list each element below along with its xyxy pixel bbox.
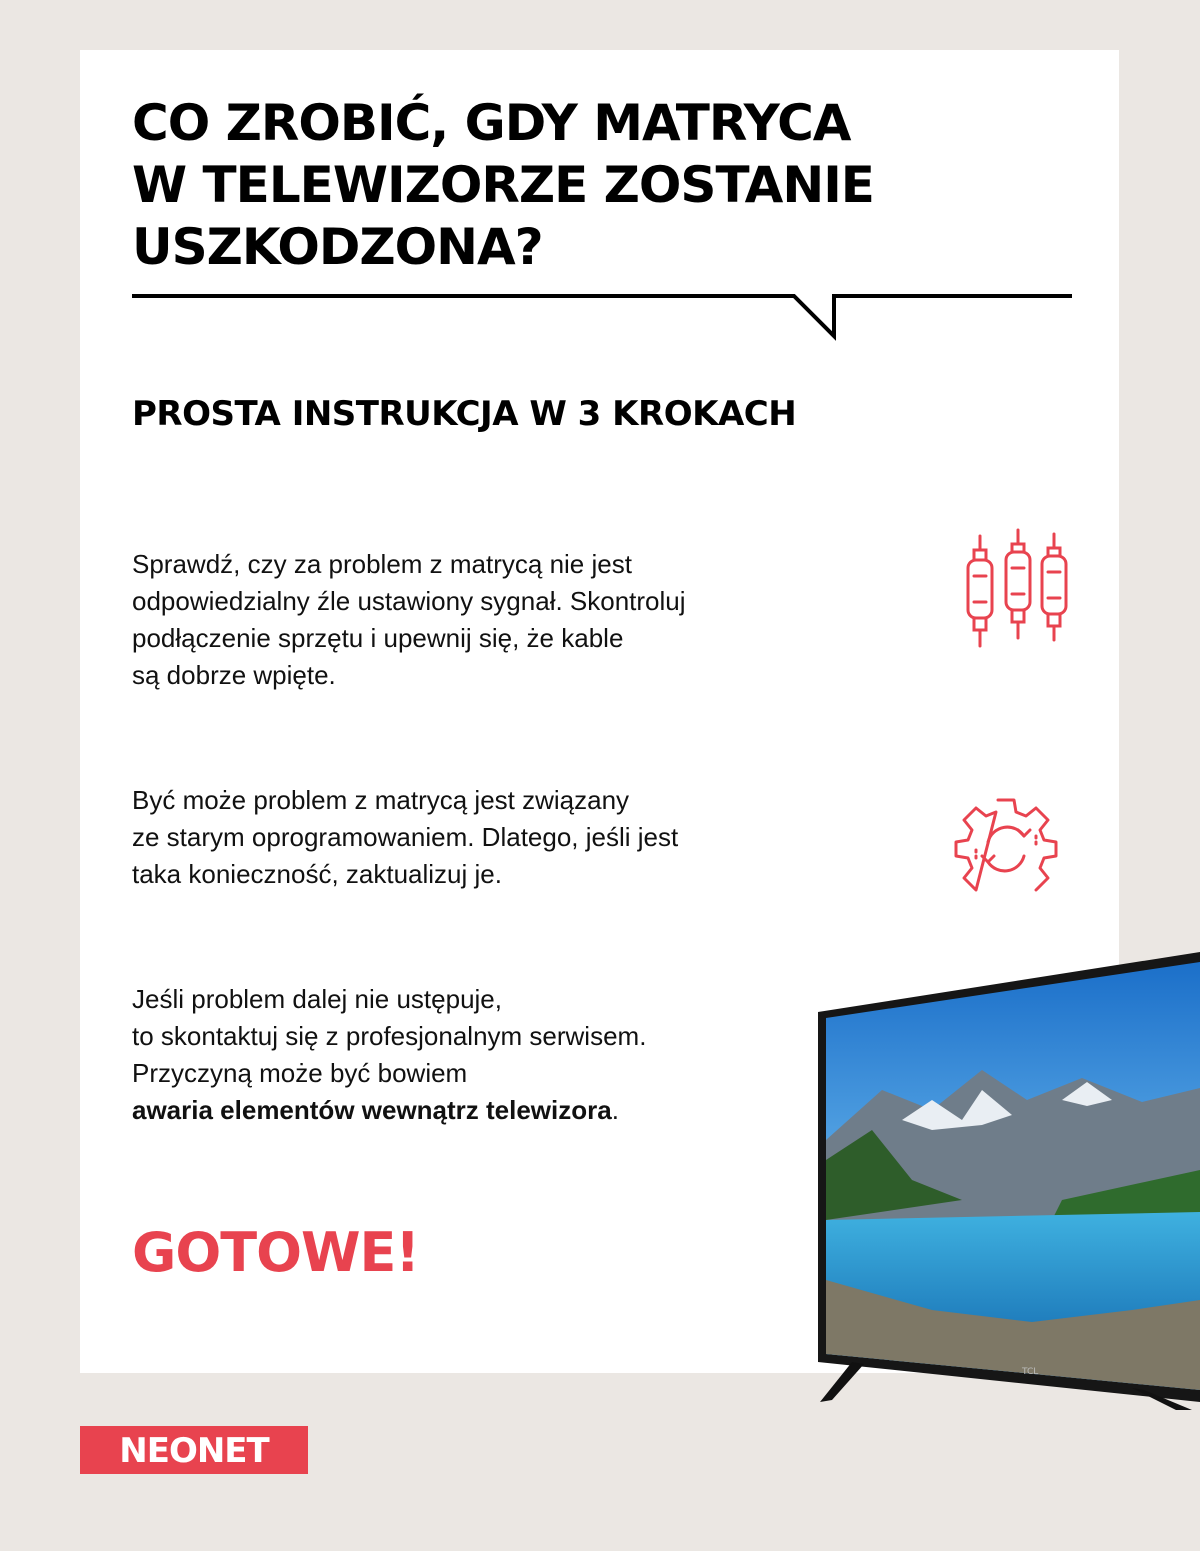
done-heading: GOTOWE! <box>132 1221 420 1284</box>
step-1 <box>132 546 832 694</box>
title-line: USZKODZONA? <box>132 218 543 276</box>
step-text-line: to skontaktuj się z profesjonalnym serwisem. <box>132 1021 647 1051</box>
step-text-line: ze starym oprogramowaniem. Dlatego, jeśli jest <box>132 822 679 852</box>
subtitle: PROSTA INSTRUKCJA W 3 KROKACH <box>132 394 797 434</box>
tv-image <box>812 950 1200 1410</box>
step-text-line: są dobrze wpięte. <box>132 660 336 690</box>
step-bold-text: awaria elementów wewnątrz telewizora <box>132 1095 612 1125</box>
step-text-line: Sprawdź, czy za problem z matrycą nie jest <box>132 549 632 579</box>
gear-refresh-icon <box>948 796 1064 896</box>
title-line: W TELEWIZORZE ZOSTANIE <box>132 156 874 214</box>
neonet-logo: NEONET <box>119 1431 269 1471</box>
title-line: CO ZROBIĆ, GDY MATRYCA <box>132 94 851 152</box>
step-text-line: Być może problem z matrycą jest związany <box>132 785 630 815</box>
cables-icon <box>958 528 1076 652</box>
step-text-line: podłączenie sprzętu i upewnij się, że kable <box>132 623 624 653</box>
speech-divider <box>132 286 1076 346</box>
step-suffix: . <box>611 1095 619 1125</box>
step-2 <box>132 782 832 893</box>
step-text-line: Jeśli problem dalej nie ustępuje, <box>132 984 502 1014</box>
step-3 <box>132 981 832 1129</box>
step-text-line: odpowiedzialny źle ustawiony sygnał. Skontroluj <box>132 586 686 616</box>
page-title <box>132 92 1032 278</box>
tv-brand: TCL <box>1022 1367 1039 1377</box>
step-text-line: taka konieczność, zaktualizuj je. <box>132 859 502 889</box>
step-text-line <box>132 1092 832 1129</box>
step-text-line: Przyczyną może być bowiem <box>132 1058 468 1088</box>
